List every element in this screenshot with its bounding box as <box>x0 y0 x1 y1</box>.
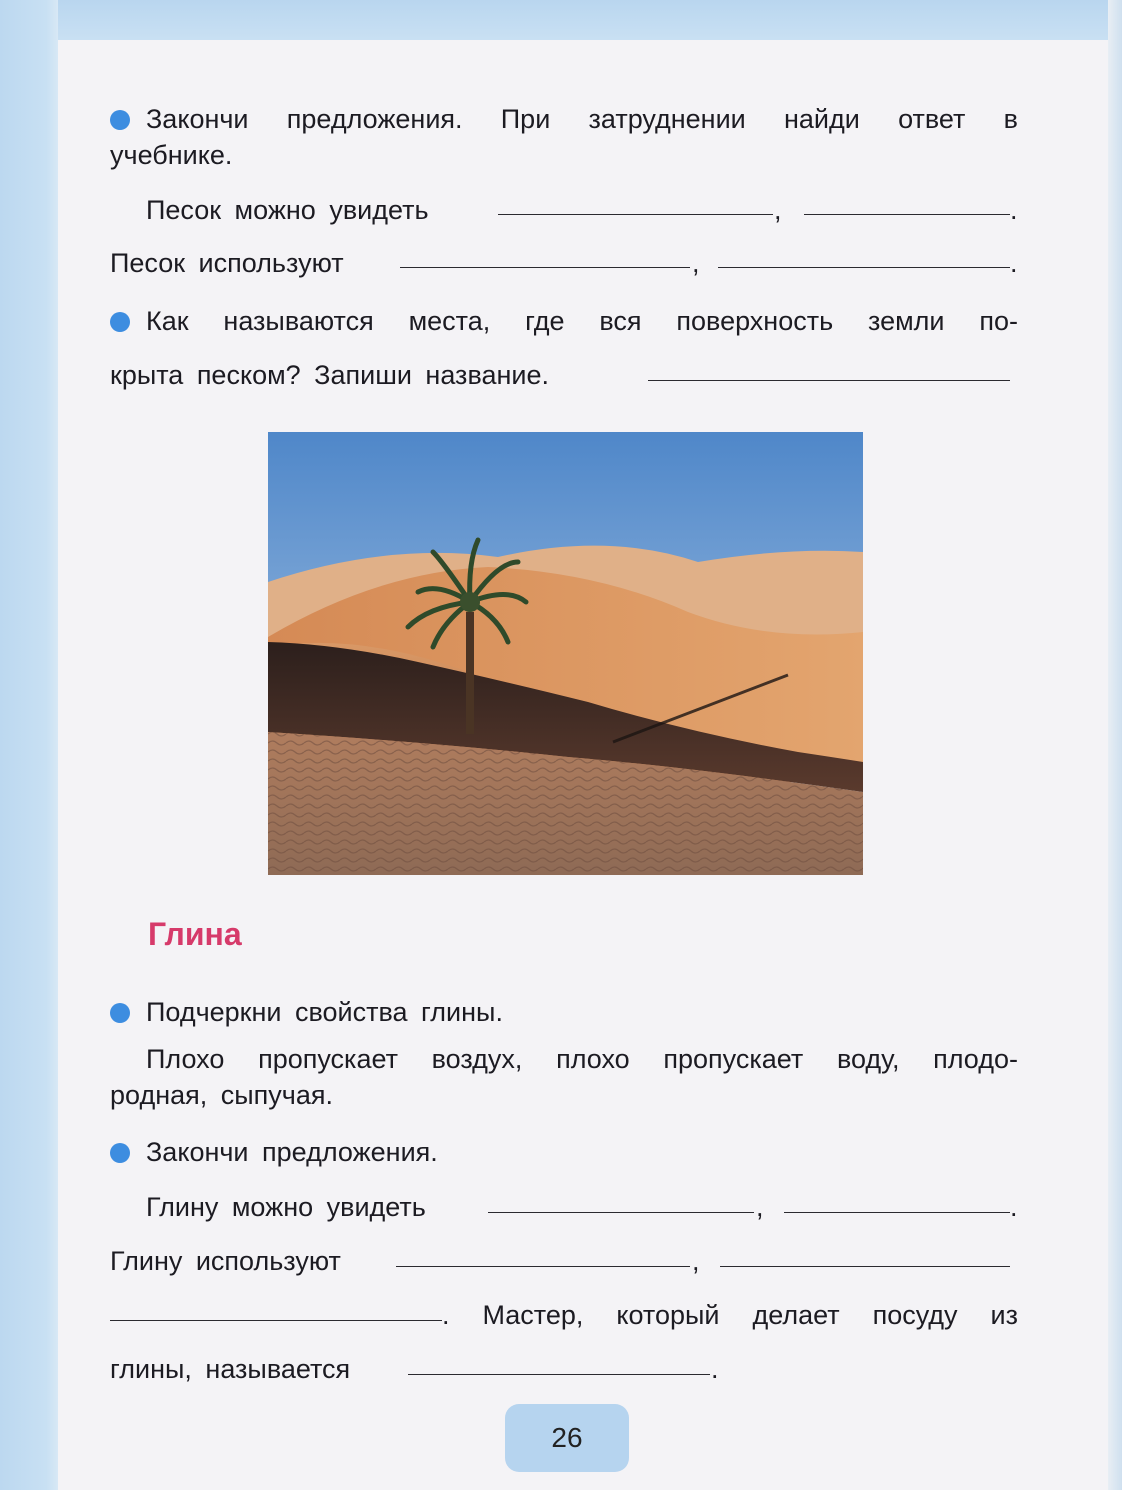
clay-used-sentence: Глину используют <box>110 1246 341 1276</box>
bullet-icon <box>110 110 130 130</box>
answer-blank[interactable] <box>396 1266 690 1267</box>
top-margin-band <box>0 0 1122 40</box>
bullet-icon <box>110 312 130 332</box>
sand-used-sentence: Песок используют <box>110 248 344 278</box>
answer-blank[interactable] <box>408 1374 710 1375</box>
right-margin-band <box>1108 0 1122 1490</box>
comma: , <box>774 195 782 225</box>
period: . <box>711 1354 719 1384</box>
left-margin-band <box>0 0 58 1490</box>
task3-instruction: Подчеркни свойства глины. <box>146 997 503 1027</box>
clay-seen-sentence: Глину можно увидеть <box>146 1192 426 1222</box>
task2-question-line1: Как называются места, где вся поверхность земли по- <box>146 306 1018 336</box>
section-heading: Глина <box>148 916 242 952</box>
answer-blank[interactable] <box>720 1266 1010 1267</box>
answer-blank[interactable] <box>648 380 1010 381</box>
comma: , <box>692 1246 700 1276</box>
desert-photo <box>268 432 863 875</box>
task1-instruction-line1: Закончи предложения. При затруднении найди ответ в <box>146 104 1018 134</box>
clay-properties-line1: Плохо пропускает воздух, плохо пропускает воду, плодо- <box>146 1044 1018 1074</box>
answer-blank[interactable] <box>498 214 773 215</box>
answer-blank[interactable] <box>488 1212 754 1213</box>
period: . <box>1010 248 1018 278</box>
task4-instruction: Закончи предложения. <box>146 1137 438 1167</box>
answer-blank[interactable] <box>718 267 1010 268</box>
clay-properties-line2: родная, сыпучая. <box>110 1080 333 1110</box>
task2-question-line2: крыта песком? Запиши название. <box>110 360 550 390</box>
comma: , <box>692 248 700 278</box>
page-number: 26 <box>551 1422 583 1453</box>
bullet-icon <box>110 1003 130 1023</box>
comma: , <box>756 1192 764 1222</box>
period: . <box>1010 195 1018 225</box>
answer-blank[interactable] <box>804 214 1010 215</box>
task1-instruction-line2: учебнике. <box>110 140 233 170</box>
bullet-icon <box>110 1143 130 1163</box>
potter-sentence-continuation: . Мастер, который делает посуду из <box>442 1300 1018 1330</box>
sand-seen-sentence: Песок можно увидеть <box>146 195 429 225</box>
answer-blank[interactable] <box>400 267 690 268</box>
answer-blank[interactable] <box>110 1320 442 1321</box>
answer-blank[interactable] <box>784 1212 1010 1213</box>
potter-sentence-end: глины, называется <box>110 1354 351 1384</box>
period: . <box>1010 1192 1018 1222</box>
